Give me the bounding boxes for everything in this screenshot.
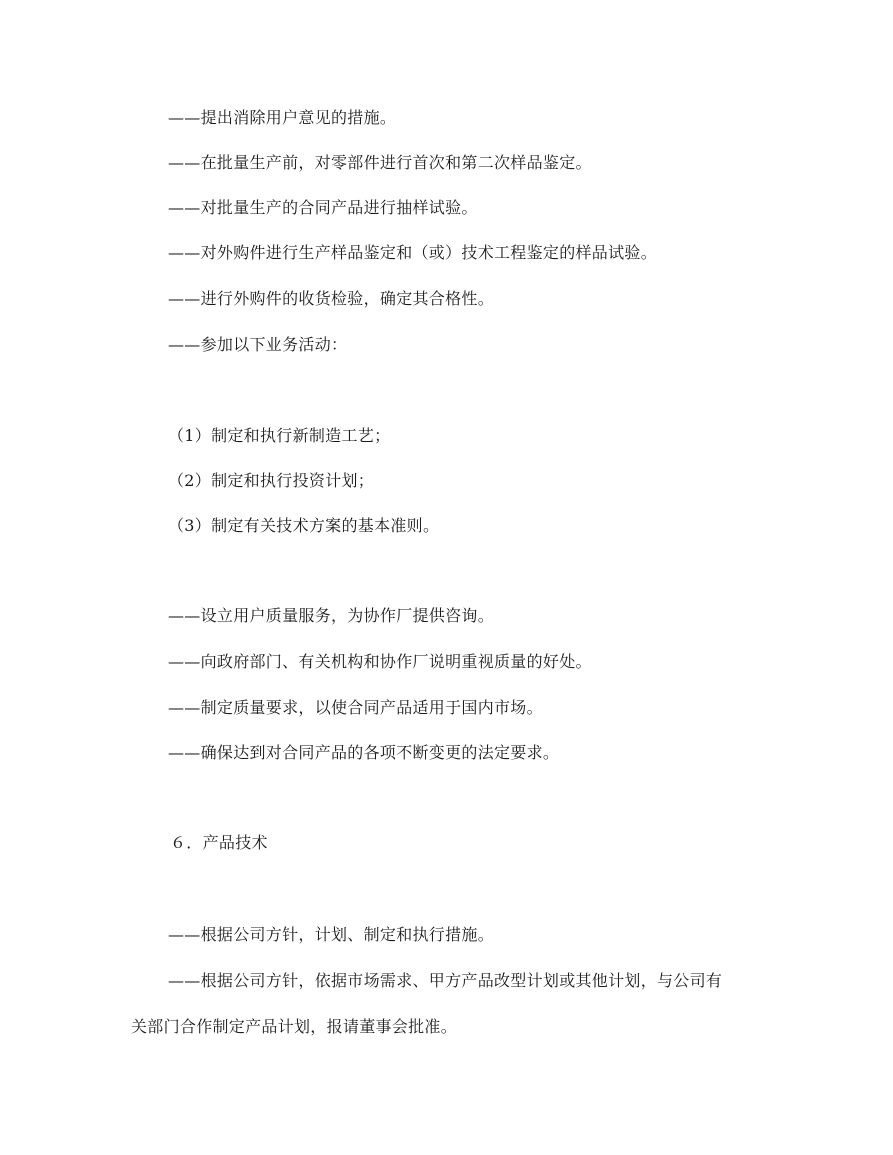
bullet-line: ——设立用户质量服务，为协作厂提供咨询。	[168, 606, 495, 625]
bullet-line: ——进行外购件的收货检验，确定其合格性。	[168, 289, 495, 308]
sub-item: （1）制定和执行新制造工艺；	[168, 426, 391, 445]
paragraph-line: 关部门合作制定产品计划，报请董事会批准。	[131, 1017, 458, 1036]
bullet-line: ——向政府部门、有关机构和协作厂说明重视质量的好处。	[168, 652, 592, 671]
paragraph-line: ——根据公司方针，依据市场需求、甲方产品改型计划或其他计划，与公司有	[168, 971, 723, 990]
bullet-line: ——提出消除用户意见的措施。	[168, 108, 397, 127]
bullet-line: ——确保达到对合同产品的各项不断变更的法定要求。	[168, 743, 560, 762]
bullet-line: ——根据公司方针，计划、制定和执行措施。	[168, 925, 495, 944]
bullet-line: ——制定质量要求，以使合同产品适用于国内市场。	[168, 698, 543, 717]
sub-item: （2）制定和执行投资计划；	[168, 471, 375, 490]
bullet-line: ——在批量生产前，对零部件进行首次和第二次样品鉴定。	[168, 153, 592, 172]
bullet-line: ——参加以下业务活动：	[168, 335, 348, 354]
bullet-line: ——对批量生产的合同产品进行抽样试验。	[168, 198, 478, 217]
sub-item: （3）制定有关技术方案的基本准则。	[168, 516, 440, 535]
bullet-line: ——对外购件进行生产样品鉴定和（或）技术工程鉴定的样品试验。	[168, 243, 658, 262]
section-heading: ６．产品技术	[170, 833, 268, 852]
